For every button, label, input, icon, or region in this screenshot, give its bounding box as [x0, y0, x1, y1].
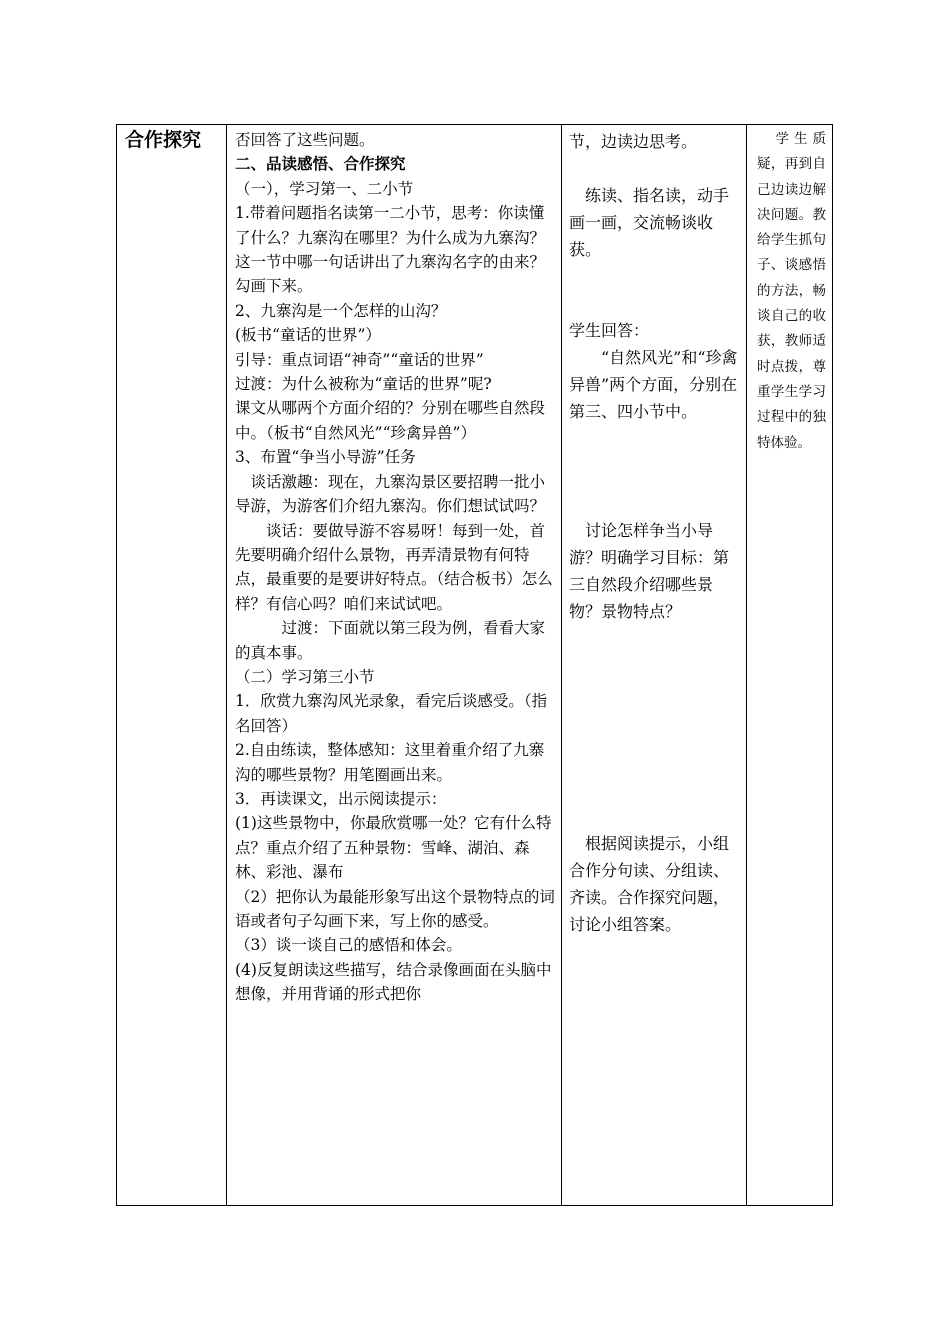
teaching-line: 3、布置“争当小导游”任务 — [235, 448, 416, 467]
teaching-line: 3．再读课文，出示阅读提示： — [235, 789, 447, 808]
teaching-process-text — [235, 128, 557, 1007]
teaching-line: （一），学习第一、二小节 — [235, 179, 414, 198]
design-note: 学生质疑，再到自己边读边解决问题。教给学生抓句子、谈感悟的方法，畅谈自己的收获，教师适时点拨，尊重学生学习过程中的独特体验。 — [757, 131, 826, 451]
teaching-line: (1)这些景物中，你最欣赏哪一处？它有什么特点？重点介绍了五种景物：雪峰、湖泊、森林、彩池、瀑布 — [235, 814, 552, 882]
lesson-table — [116, 124, 833, 1206]
teaching-line: （二）学习第三小节 — [235, 667, 375, 686]
teaching-line: 1.带着问题指名读第一二小节，思考：你读懂了什么？九寨沟在哪里？为什么成为九寨沟？这一节中哪一句话讲出了九寨沟名字的由来？勾画下来。 — [235, 204, 546, 296]
student-activity: 练读、指名读，动手画一画，交流畅谈收获。 — [569, 186, 730, 259]
design-intent-cell — [747, 125, 834, 1205]
teaching-line: 2、九寨沟是一个怎样的山沟？ — [235, 301, 447, 320]
teaching-line: （2）把你认为最能形象写出这个景物特点的词语或者句子勾画下来，写上你的感受。 — [235, 887, 555, 930]
teaching-line: 课文从哪两个方面介绍的？分别在哪些自然段中。（板书“自然风光”“珍禽异兽”） — [235, 399, 546, 442]
teaching-line: 谈话激趣：现在，九寨沟景区要招聘一批小导游，为游客们介绍九寨沟。你们想试试吗？ — [235, 472, 546, 516]
teaching-line: 2.自由练读，整体感知：这里着重介绍了九寨沟的哪些景物？用笔圈画出来。 — [235, 741, 545, 784]
teaching-process-cell — [227, 125, 561, 1205]
section-cell — [117, 125, 226, 1205]
student-activity: 学生回答： — [569, 321, 650, 340]
student-activity-cell — [562, 125, 746, 1205]
teaching-line: (板书“童话的世界”） — [235, 326, 381, 345]
teaching-line: (4)反复朗读这些描写，结合录像画面在头脑中想像，并用背诵的形式把你 — [235, 960, 552, 1004]
teaching-line: （3）谈一谈自己的感悟和体会。 — [235, 936, 462, 955]
teaching-line: 过渡：为什么被称为“童话的世界”呢? — [235, 375, 492, 394]
teaching-line: 过渡：下面就以第三段为例，看看大家的真本事。 — [235, 619, 546, 662]
section-title: 合作探究 — [125, 129, 202, 151]
student-activity: 讨论怎样争当小导游？明确学习目标：第三自然段介绍哪些景物？景物特点？ — [569, 521, 730, 621]
teaching-line: 谈话：要做导游不容易呀！每到一处，首先要明确介绍什么景物，再弄清景物有何特点，最重要的是要讲好特点。（结合板书）怎么样？有信心吗？咱们来试试吧。 — [235, 521, 553, 613]
student-activity: 节，边读边思考。 — [569, 132, 698, 151]
teaching-line: 二、品读感悟、合作探究 — [235, 155, 406, 174]
student-activity: 根据阅读提示，小组合作分句读、分组读、齐读。合作探究问题，讨论小组答案。 — [569, 834, 730, 934]
student-activity: “自然风光”和“珍禽异兽”两个方面，分别在第三、四小节中。 — [569, 348, 738, 421]
teaching-line: 1．欣赏九寨沟风光录象，看完后谈感受。（指名回答） — [235, 692, 548, 735]
teaching-line: 引导：重点词语“神奇”“童话的世界” — [235, 350, 484, 369]
teaching-line: 否回答了这些问题。 — [235, 131, 375, 149]
